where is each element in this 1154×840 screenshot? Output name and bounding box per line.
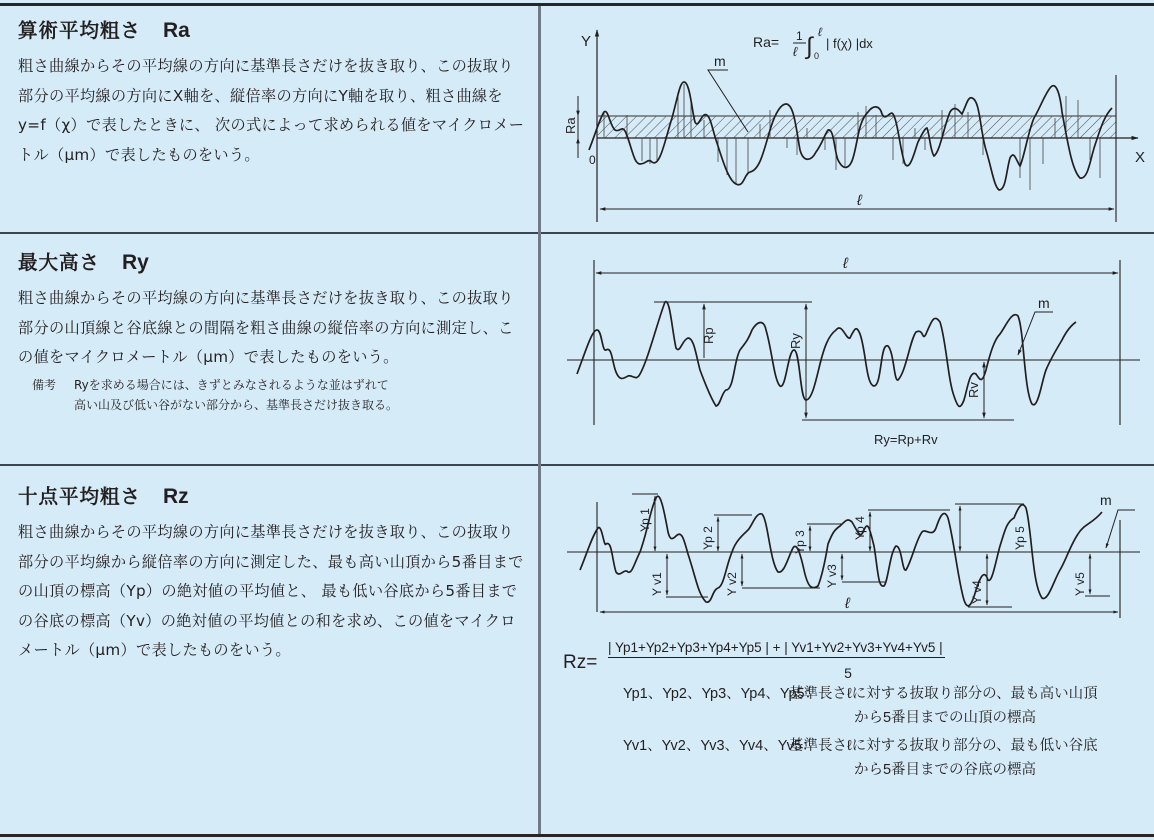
title-symbol: Ry <box>122 251 149 274</box>
yv2-label: Y v2 <box>725 572 739 596</box>
section-description: 粗さ曲線からその平均線の方向に基準長さだけを抜き取り、この抜取り部分の平均線から縦倍率の方向に測定した、最も高い山頂から5番目までの山頂の標高（Yp）の絶対値の平均値と、 最も低い谷底から5番目までの谷底の標高（Yv）の絶対値の平均値との和を求め、この値をマイクロメートル（μm）で表したものをいう。 <box>18 523 524 659</box>
ra-band-label: Ra <box>563 117 578 134</box>
svg-text:Ra=: Ra= <box>753 34 780 50</box>
legend-item-yp: Yp1、Yp2、Yp3、Yp4、Yp5： 基準長さℓに対する抜取り部分の、最も高い山頂 から5番目までの山頂の標高 <box>623 686 1098 726</box>
ra-diagram <box>541 6 1154 232</box>
section-description: 粗さ曲線からその平均線の方向に基準長さだけを抜き取り、この抜取り部分の山頂線と谷底線との間隔を粗さ曲線の縦倍率の方向に測定し、この値をマイクロメートル（μm）で表したものをいう。 <box>18 289 514 366</box>
yp2-label: Yp 2 <box>701 526 715 550</box>
rz-formula-lhs: Rz= <box>563 652 598 673</box>
rz-formula-numerator: | Yp1+Yp2+Yp3+Yp4+Yp5 | + | Yv1+Yv2+Yv3+Yv4+Yv5 | <box>608 640 945 658</box>
yv1-label: Y v1 <box>650 572 664 596</box>
mean-line-label: m <box>714 53 726 69</box>
mean-line-label: m <box>1100 492 1112 508</box>
rv-label: Rv <box>966 382 981 398</box>
svg-text:0: 0 <box>814 51 820 61</box>
roughness-curve <box>577 302 1076 407</box>
ra-formula <box>753 25 873 61</box>
mean-line-label: m <box>1038 295 1050 311</box>
svg-text:| f(χ) |dx: | f(χ) |dx <box>826 36 873 51</box>
yv3-label: Y v3 <box>825 564 839 588</box>
rz-formula-denominator: 5 <box>844 665 852 681</box>
section-ra-text <box>18 18 528 170</box>
title-symbol: Rz <box>163 485 189 508</box>
section-title <box>18 18 528 44</box>
section-title <box>18 250 528 276</box>
yp3-label: Yp 3 <box>793 530 807 554</box>
rz-diagram <box>541 466 1154 626</box>
title-jp: 最大高さ <box>18 251 101 274</box>
ry-label: Ry <box>788 333 803 349</box>
section-ry-text <box>18 250 528 415</box>
section-description: 粗さ曲線からその平均線の方向に基準長さだけを抜き取り、この抜取り部分の平均線の方向にX軸を、縦倍率の方向にY軸を取り、粗さ曲線をy=f（χ）で表したときに、 次の式によって求められる値をマイクロメートル（μm）で表したものをいう。 <box>18 57 525 164</box>
yv5-label: Y v5 <box>1073 572 1087 596</box>
yp5-label: Yp 5 <box>1013 526 1027 550</box>
x-axis-label: X <box>1135 149 1146 166</box>
section-title <box>18 484 528 510</box>
remark-text: Ryを求める場合には、きずとみなされるような並はずれて 高い山及び低い谷がない部分から、基準長さだけ抜き取る。 <box>74 377 399 412</box>
svg-text:1: 1 <box>796 29 803 43</box>
legend-item-yv: Yv1、Yv2、Yv3、Yv4、Yv5： 基準長さℓに対する抜取り部分の、最も低い谷底 から5番目までの谷底の標高 <box>623 738 1098 778</box>
ry-diagram <box>541 234 1154 464</box>
yv4-label: Y v4 <box>970 580 984 604</box>
ry-equation: Ry=Rp+Rv <box>874 432 938 447</box>
svg-text:ℓ: ℓ <box>818 25 822 39</box>
title-jp: 十点平均粗さ <box>18 485 142 508</box>
y-axis-label: Y <box>581 33 592 50</box>
remark-label: 備考 <box>32 377 57 392</box>
rp-label: Rp <box>701 327 716 344</box>
length-label: ℓ <box>857 192 862 209</box>
origin-label: 0 <box>589 153 596 167</box>
title-jp: 算術平均粗さ <box>18 19 142 42</box>
rz-legend <box>623 682 1129 782</box>
section-rz-text <box>18 484 528 666</box>
length-label: ℓ <box>845 595 850 612</box>
remark <box>32 375 528 415</box>
ra-hatched-band <box>598 116 1116 138</box>
length-label: ℓ <box>843 255 848 272</box>
bottom-rule <box>0 834 1154 837</box>
yp4-label: Yp 4 <box>853 516 867 540</box>
title-symbol: Ra <box>163 19 190 42</box>
svg-text:ℓ: ℓ <box>793 44 798 59</box>
yp1-label: Yp 1 <box>638 508 652 532</box>
svg-text:∫: ∫ <box>806 33 813 60</box>
